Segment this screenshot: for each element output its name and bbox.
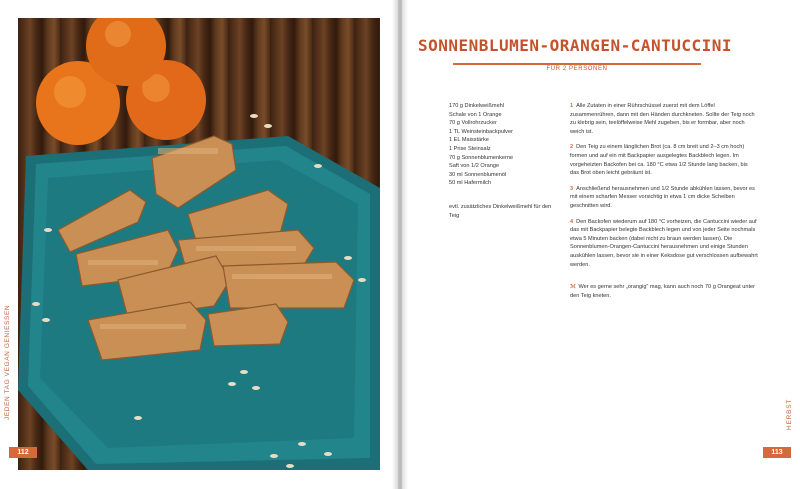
ingredient-item: 170 g Dinkelweißmehl	[449, 103, 505, 109]
tip-text: Wer es gerne sehr „orangig“ mag, kann auch noch 70 g Orangeat unter den Teig kneten.	[570, 284, 755, 299]
step-2	[570, 143, 758, 177]
ingredient-item: 1 EL Maisstärke	[449, 137, 489, 144]
step-number: 4	[570, 218, 574, 225]
ingredient-item: 1 Prise Steinsalz	[449, 145, 491, 152]
title-rule	[453, 63, 701, 65]
tip-icon: ℳ	[570, 284, 576, 291]
ingredient-item: 70 g Vollrohrzucker	[449, 120, 497, 127]
step-3	[570, 185, 758, 211]
step-number: 3	[570, 185, 574, 192]
step-number: 1	[570, 103, 574, 109]
book-title-side-label: JEDEN TAG VEGAN GENIESSEN	[4, 304, 11, 420]
instruction-steps	[570, 102, 758, 300]
ingredient-list	[449, 102, 559, 188]
extra-ingredient-note: evtl. zusätzliches Dinkelweißmehl für den Teig	[449, 204, 552, 219]
page-number-left: 112	[9, 447, 37, 458]
ingredient-item: 50 ml Hafermilch	[449, 180, 491, 187]
step-text: Anschließend herausnehmen und 1/2 Stunde abkühlen lassen, bevor es mit einem scharfen Messer vorsichtig in etwa 1 cm dicke Scheiben geschnitten wird.	[570, 185, 755, 209]
page-number-right: 113	[763, 447, 791, 458]
step-text: Alle Zutaten in einer Rührschüssel zuerst mit dem Löffel zusammenrühren, dann mit den Händen durchkneten. Sollte der Teig noch zu klebrig sein, teelöffelweise Mehl zugeben, bis er formbar, aber noch weich ist.	[570, 103, 755, 135]
season-side-label: HERBST	[786, 398, 793, 430]
cantuccini-photo-illustration	[18, 18, 380, 470]
ingredient-item: Schale von 1 Orange	[449, 111, 502, 118]
step-4	[570, 218, 758, 270]
servings-label: FÜR 2 PERSONEN	[546, 66, 608, 72]
ingredient-item: Saft von 1/2 Orange	[449, 163, 500, 170]
step-text: Den Backofen wiederum auf 180 °C vorheizen, die Cantuccini wieder auf das mit Backpapier belegte Backblech legen und von jeder Seite nochmals etwa 5 Minuten backen (dabei nicht zu braun werden lassen). Die Sonnenblumen-Orangen-Cantuccini herausnehmen und einige Stunden auskühlen lassen, bevor sie in einer Keksdose gut verschlossen aufbewahrt werden.	[570, 218, 758, 268]
ingredient-item: 30 ml Sonnenblumenöl	[449, 171, 507, 178]
step-number: 2	[570, 144, 574, 151]
ingredient-item: 1 TL Weinsteinbackpulver	[449, 128, 513, 135]
book-gutter	[392, 0, 408, 489]
step-text: Den Teig zu einem länglichen Brot (ca. 8 cm breit und 2–3 cm hoch) formen und auf ein mit Backpapier ausgelegtes Backblech legen. Im vorgeheizten Backofen bei ca. 180 °C etwa 1/2 Stunde lang backen, bis das Brot oben leicht gebräunt ist.	[570, 144, 748, 177]
step-1	[570, 102, 758, 136]
recipe-title: SONNENBLUMEN-ORANGEN-CANTUCCINI	[417, 36, 733, 55]
ingredient-item: 70 g Sonnenblumenkerne	[449, 154, 514, 161]
recipe-tip	[570, 283, 758, 300]
recipe-photo	[18, 18, 380, 470]
